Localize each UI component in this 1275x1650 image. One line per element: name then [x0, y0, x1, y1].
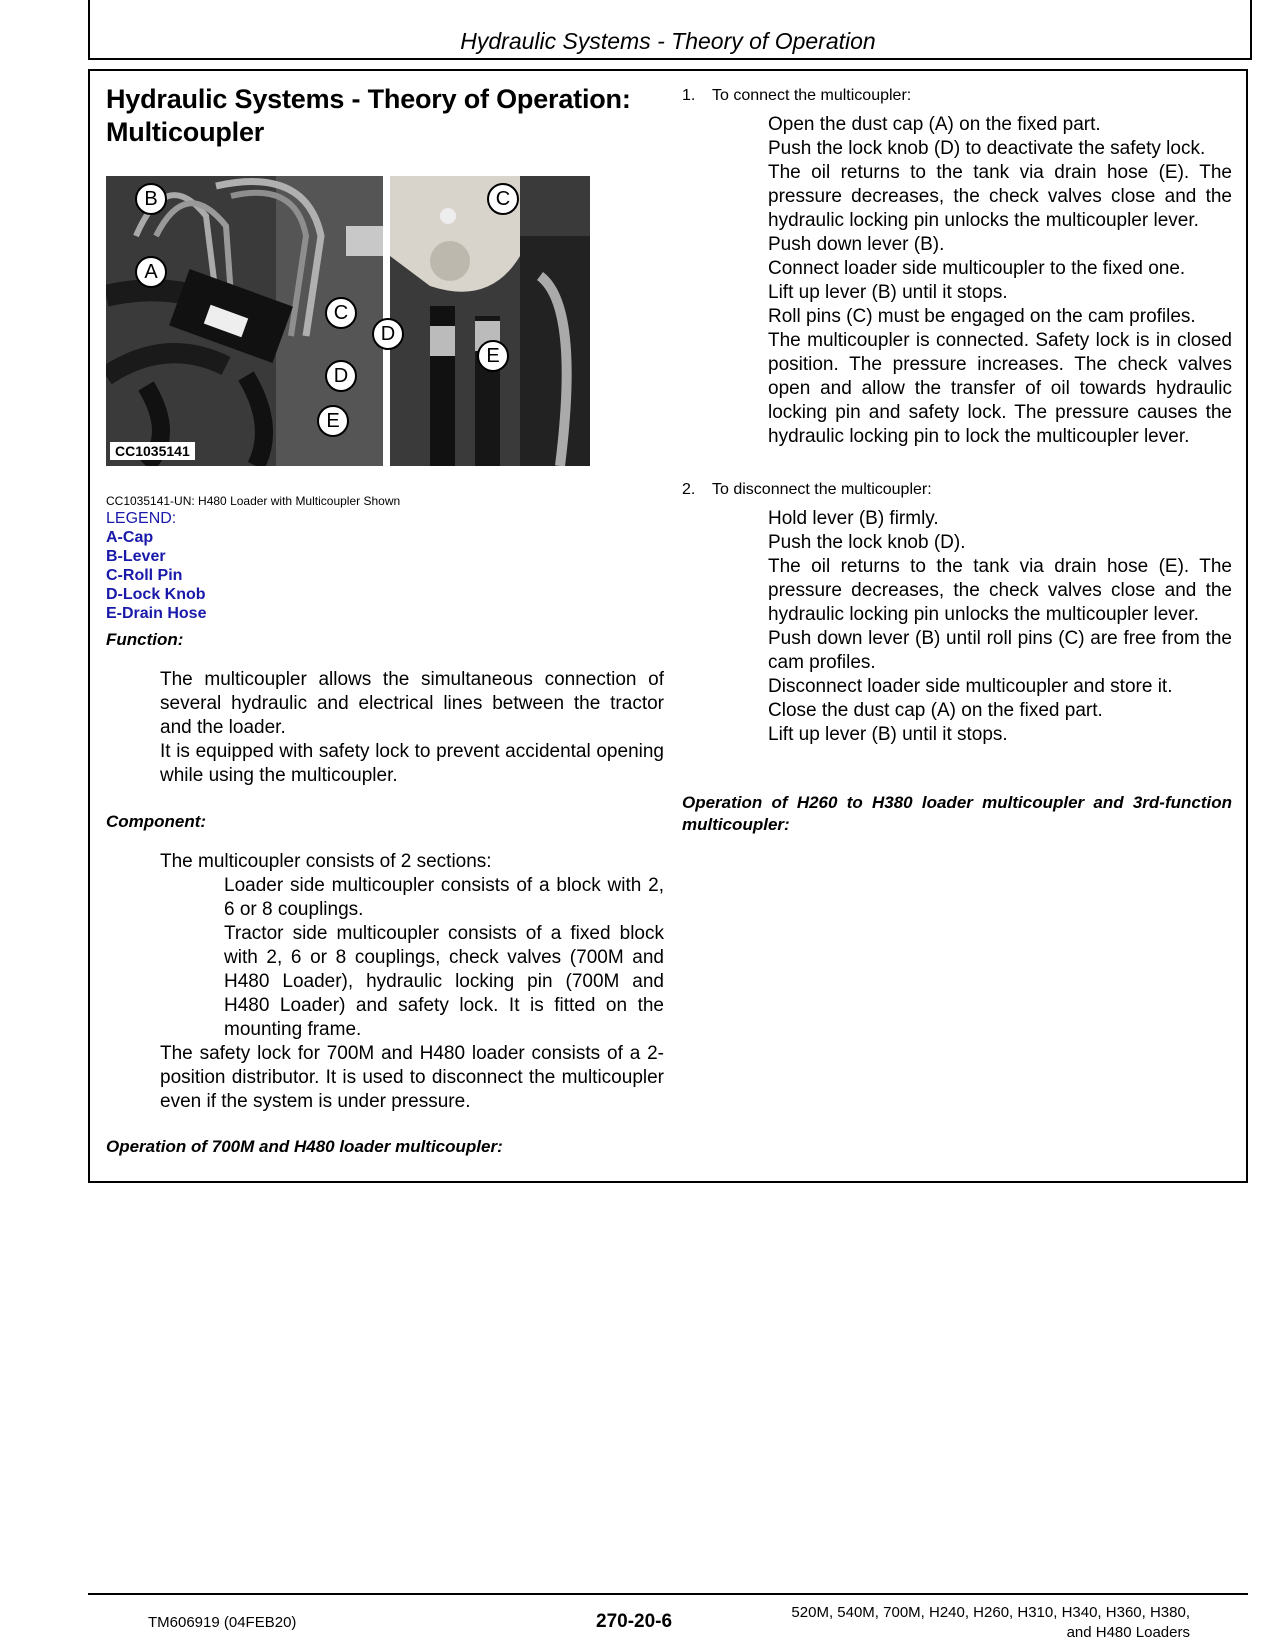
- step-line: Connect loader side multicoupler to the fixed one.: [768, 258, 1186, 279]
- function-text: It is equipped with safety lock to prevent accidental opening while using the multicoupler.: [160, 741, 664, 786]
- content-box: [88, 69, 1248, 1183]
- legend-item: A-Cap: [106, 529, 154, 546]
- callout-c: C: [487, 183, 519, 215]
- callout-e: E: [317, 405, 349, 437]
- legend-item: C-Roll Pin: [106, 567, 183, 584]
- component-outro: The safety lock for 700M and H480 loader consists of a 2-position distributor. It is used to disconnect the multicoupler even if the system is under pressure.: [160, 1043, 664, 1112]
- step-title: To disconnect the multicoupler:: [712, 481, 932, 498]
- step-line: The multicoupler is connected. Safety lock is in closed position. The pressure increases. The check valves open and allow the transfer of oil towards hydraulic locking pin and safety lock. The pressure causes the hydraulic locking pin to lock the multicoupler lever.: [768, 330, 1232, 447]
- function-text: The multicoupler allows the simultaneous connection of several hydraulic and electrical lines between the tractor and the loader.: [160, 669, 664, 738]
- legend-item: B-Lever: [106, 548, 166, 565]
- step-line: The oil returns to the tank via drain hose (E). The pressure decreases, the check valves close and the hydraulic locking pin unlocks the multicoupler lever.: [768, 162, 1232, 231]
- step-line: Lift up lever (B) until it stops.: [768, 724, 1008, 745]
- footer-page-number: 270-20-6: [596, 1611, 673, 1632]
- step-line: Disconnect loader side multicoupler and store it.: [768, 676, 1173, 697]
- right-column: [682, 85, 1232, 836]
- legend-item: E-Drain Hose: [106, 605, 207, 622]
- step-number: 1.: [682, 87, 696, 104]
- component-intro: The multicoupler consists of 2 sections:: [160, 851, 492, 872]
- multicoupler-photo-right: [390, 176, 590, 466]
- running-header: Hydraulic Systems - Theory of Operation: [460, 28, 876, 54]
- step-line: Hold lever (B) firmly.: [768, 508, 939, 529]
- section-title: [106, 83, 664, 149]
- figure-code: CC1035141: [110, 442, 195, 460]
- step-line: Lift up lever (B) until it stops.: [768, 282, 1008, 303]
- callout-c: C: [325, 297, 357, 329]
- step-line: Open the dust cap (A) on the fixed part.: [768, 114, 1101, 135]
- step-title: To connect the multicoupler:: [712, 87, 912, 104]
- operation-700m-heading: Operation of 700M and H480 loader multicoupler:: [106, 1137, 503, 1156]
- figure-caption: CC1035141-UN: H480 Loader with Multicoupler Shown: [106, 494, 401, 508]
- component-sub: Tractor side multicoupler consists of a fixed block with 2, 6 or 8 couplings, check valves (700M and H480 Loader), hydraulic locking pin (700M and H480 Loader) and safety lock. It is fitted on the mounting frame.: [224, 923, 664, 1040]
- section-title-line1: Hydraulic Systems - Theory of Operation:: [106, 84, 631, 114]
- callout-b: B: [135, 183, 167, 215]
- callout-d: D: [372, 318, 404, 350]
- component-heading: Component:: [106, 812, 207, 831]
- step-line: Close the dust cap (A) on the fixed part.: [768, 700, 1103, 721]
- section-title-line2: Multicoupler: [106, 117, 265, 147]
- step-heading: [682, 85, 1232, 107]
- footer-models: [730, 1603, 1190, 1643]
- legend-title: LEGEND:: [106, 510, 177, 527]
- footer-models-line2: and H480 Loaders: [1066, 1624, 1190, 1641]
- footer-doc-id: TM606919 (04FEB20): [148, 1614, 297, 1631]
- callout-e: E: [477, 340, 509, 372]
- step-line: Push the lock knob (D).: [768, 532, 966, 553]
- callout-d: D: [325, 360, 357, 392]
- legend-item: D-Lock Knob: [106, 586, 206, 603]
- step-body: [768, 507, 1232, 747]
- step-number: 2.: [682, 481, 696, 498]
- operation-h260-heading: Operation of H260 to H380 loader multicoupler and 3rd-function multicoupler:: [682, 793, 1232, 834]
- step-line: Push the lock knob (D) to deactivate the safety lock.: [768, 138, 1206, 159]
- left-column: [106, 83, 664, 1157]
- step-body: [768, 113, 1232, 449]
- footer-models-line1: 520M, 540M, 700M, H240, H260, H310, H340, H360, H380,: [791, 1604, 1190, 1621]
- step-line: Roll pins (C) must be engaged on the cam profiles.: [768, 306, 1196, 327]
- step-line: The oil returns to the tank via drain hose (E). The pressure decreases, the check valves close and the hydraulic locking pin unlocks the multicoupler lever.: [768, 556, 1232, 625]
- function-heading: Function:: [106, 630, 184, 649]
- component-sub: Loader side multicoupler consists of a block with 2, 6 or 8 couplings.: [224, 875, 664, 920]
- step-heading: [682, 479, 1232, 501]
- callout-a: A: [135, 256, 167, 288]
- step-line: Push down lever (B) until roll pins (C) are free from the cam profiles.: [768, 628, 1232, 673]
- step-line: Push down lever (B).: [768, 234, 945, 255]
- footer-rule: [88, 1593, 1248, 1595]
